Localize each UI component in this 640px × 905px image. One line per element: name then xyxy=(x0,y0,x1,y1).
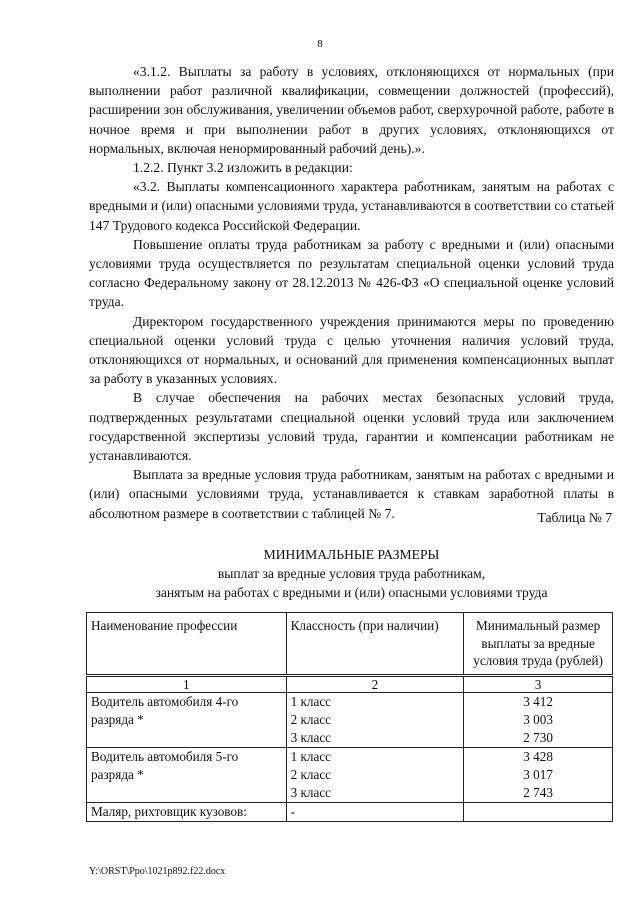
amount-text: 2 743 xyxy=(523,784,553,800)
profession-cell xyxy=(87,692,287,747)
table-row xyxy=(87,747,613,802)
amount-text: 3 017 xyxy=(523,766,553,782)
payments-table xyxy=(86,612,613,822)
profession-text: разряда * xyxy=(91,766,144,782)
table-caption: Таблица № 7 xyxy=(537,510,612,525)
class-cell xyxy=(286,692,464,747)
table-header-row xyxy=(87,613,613,676)
header-class: Классность (при наличии) xyxy=(286,613,464,676)
column-number: 2 xyxy=(286,675,464,692)
profession-cell: Маляр, рихтовщик кузовов: xyxy=(87,802,287,821)
paragraph: «3.1.2. Выплаты за работу в условиях, отклоняющихся от нормальных (при выполнении работ различной квалификации, совмещении должностей (профессий), расширении зон обслуживания, увеличении объемов работ, сверхурочной работе, работе в ночное время и при выполнении работ в других условиях, отклоняющихся от нормальных, включая ненормированный рабочий день).». xyxy=(89,64,614,156)
table-row xyxy=(87,692,613,747)
class-text: 3 класс xyxy=(290,784,332,800)
class-text: 2 класс xyxy=(290,711,332,727)
header-profession: Наименование профессии xyxy=(87,613,287,676)
amount-text: 3 428 xyxy=(523,748,553,764)
document-body xyxy=(89,62,614,523)
table-title-line: МИНИМАЛЬНЫЕ РАЗМЕРЫ xyxy=(263,547,440,562)
amount-text: 2 730 xyxy=(523,729,553,745)
column-number: 1 xyxy=(87,675,287,692)
table-title-line: занятым на работах с вредными и (или) опасными условиями труда xyxy=(155,585,548,600)
profession-text: Водитель автомобиля 5-го xyxy=(91,748,239,764)
class-cell: - xyxy=(286,802,464,821)
class-text: 1 класс xyxy=(290,693,332,709)
amount-cell xyxy=(464,802,613,821)
column-number-row xyxy=(87,675,613,692)
amount-cell xyxy=(464,747,613,802)
paragraph: «3.2. Выплаты компенсационного характера работникам, занятым на работах с вредными и (или) опасными условиями труда, устанавливаются в соответствии со статьей 147 Трудового кодекса Российской Федерации. xyxy=(89,179,614,233)
class-text: 1 класс xyxy=(290,748,332,764)
amount-cell xyxy=(464,692,613,747)
amount-text: 3 412 xyxy=(523,693,553,709)
paragraph: 1.2.2. Пункт 3.2 изложить в редакции: xyxy=(133,160,353,176)
class-text: 2 класс xyxy=(290,766,332,782)
profession-cell xyxy=(87,747,287,802)
paragraph: В случае обеспечения на рабочих местах безопасных условий труда, подтвержденных результатами специальной оценки условий труда или заключением государственной экспертизы условий труда, гарантии и компенсации работникам не устанавливаются. xyxy=(89,390,614,464)
paragraph: Директором государственного учреждения принимаются меры по проведению специальной оценки условий труда с целью уточнения наличия условий труда, отклоняющихся от нормальных, и оснований для применения компенсационных выплат за работу в указанных условиях. xyxy=(89,313,614,387)
page-number: 8 xyxy=(317,38,323,50)
table-title-line: выплат за вредные условия труда работникам, xyxy=(217,566,486,581)
class-text: 3 класс xyxy=(290,729,332,745)
footer-file-path: Y:\ORST\Ppo\1021p892.f22.docx xyxy=(89,866,226,877)
class-cell xyxy=(286,747,464,802)
amount-text: 3 003 xyxy=(523,711,553,727)
column-number: 3 xyxy=(464,675,613,692)
paragraph: Выплата за вредные условия труда работникам, занятым на работах с вредными и (или) опасными условиями труда, устанавливается к ставкам заработной платы в абсолютном размере в соответствии с таблицей № 7. xyxy=(89,467,614,521)
profession-text: Водитель автомобиля 4-го xyxy=(91,693,239,709)
profession-text: разряда * xyxy=(91,711,144,727)
table-title xyxy=(89,545,614,602)
paragraph: Повышение оплаты труда работникам за работу с вредными и (или) опасными условиями труда осуществляется по результатам специальной оценки условий труда согласно Федеральному закону от 28.12.2013 № 426-ФЗ «О специальной оценке условий труда. xyxy=(89,236,614,310)
header-min-amount: Минимальный размер выплаты за вредные условия труда (рублей) xyxy=(464,613,613,676)
table-row xyxy=(87,802,613,821)
